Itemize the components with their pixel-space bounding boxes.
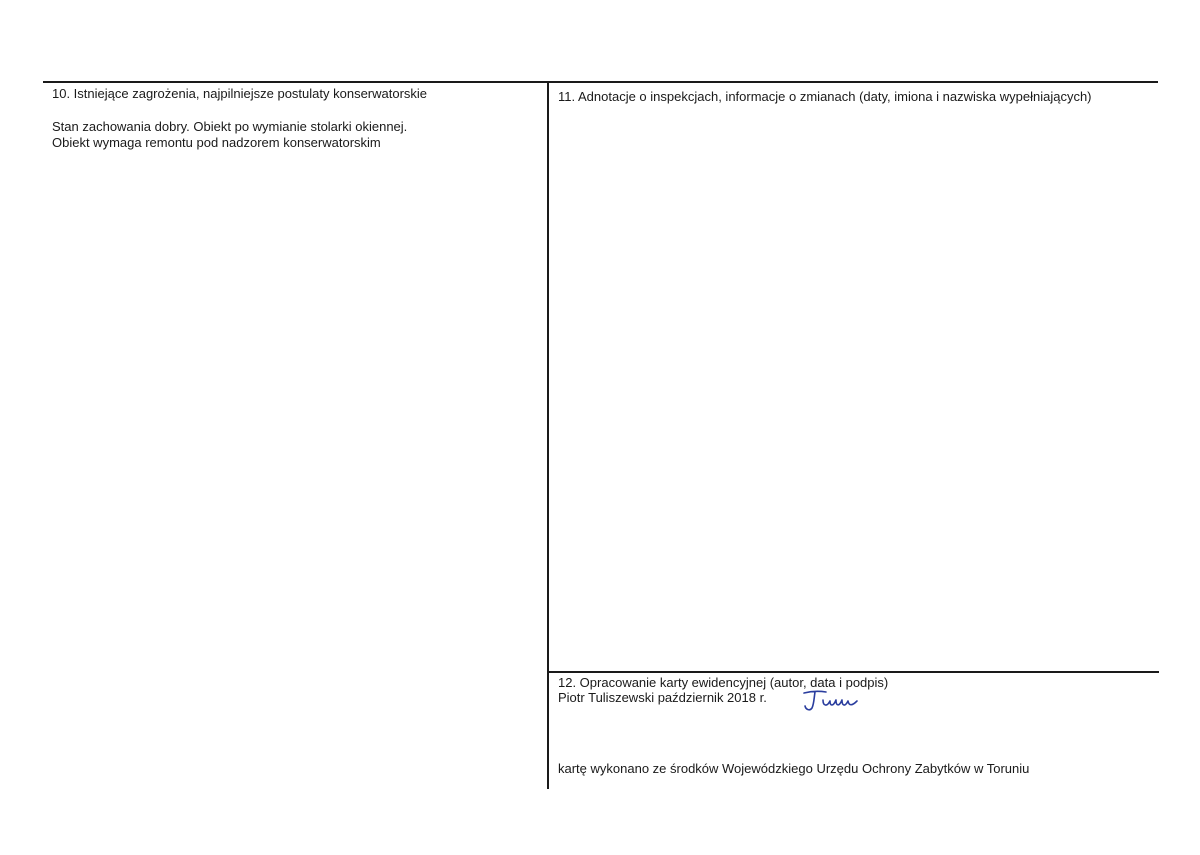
section-12-heading: 12. Opracowanie karty ewidencyjnej (autor, data i podpis) — [558, 675, 889, 690]
top-rule — [43, 81, 1158, 83]
section-12-funding-note: kartę wykonano ze środków Wojewódzkiego Urzędu Ochrony Zabytków w Toruniu — [558, 761, 1030, 776]
section-12-rule — [548, 671, 1159, 673]
section-10-body-line: Stan zachowania dobry. Obiekt po wymianie stolarki okiennej. — [52, 119, 408, 134]
section-10-body-line: Obiekt wymaga remontu pod nadzorem konserwatorskim — [52, 135, 381, 150]
handwritten-signature — [802, 688, 864, 714]
section-10-body — [52, 119, 407, 151]
section-12-author-line: Piotr Tuliszewski październik 2018 r. — [558, 690, 767, 705]
section-11-heading: 11. Adnotacje o inspekcjach, informacje o zmianach (daty, imiona i nazwiska wypełniających) — [558, 89, 1092, 104]
section-10-heading: 10. Istniejące zagrożenia, najpilniejsze postulaty konserwatorskie — [52, 86, 428, 101]
column-divider — [547, 81, 549, 789]
